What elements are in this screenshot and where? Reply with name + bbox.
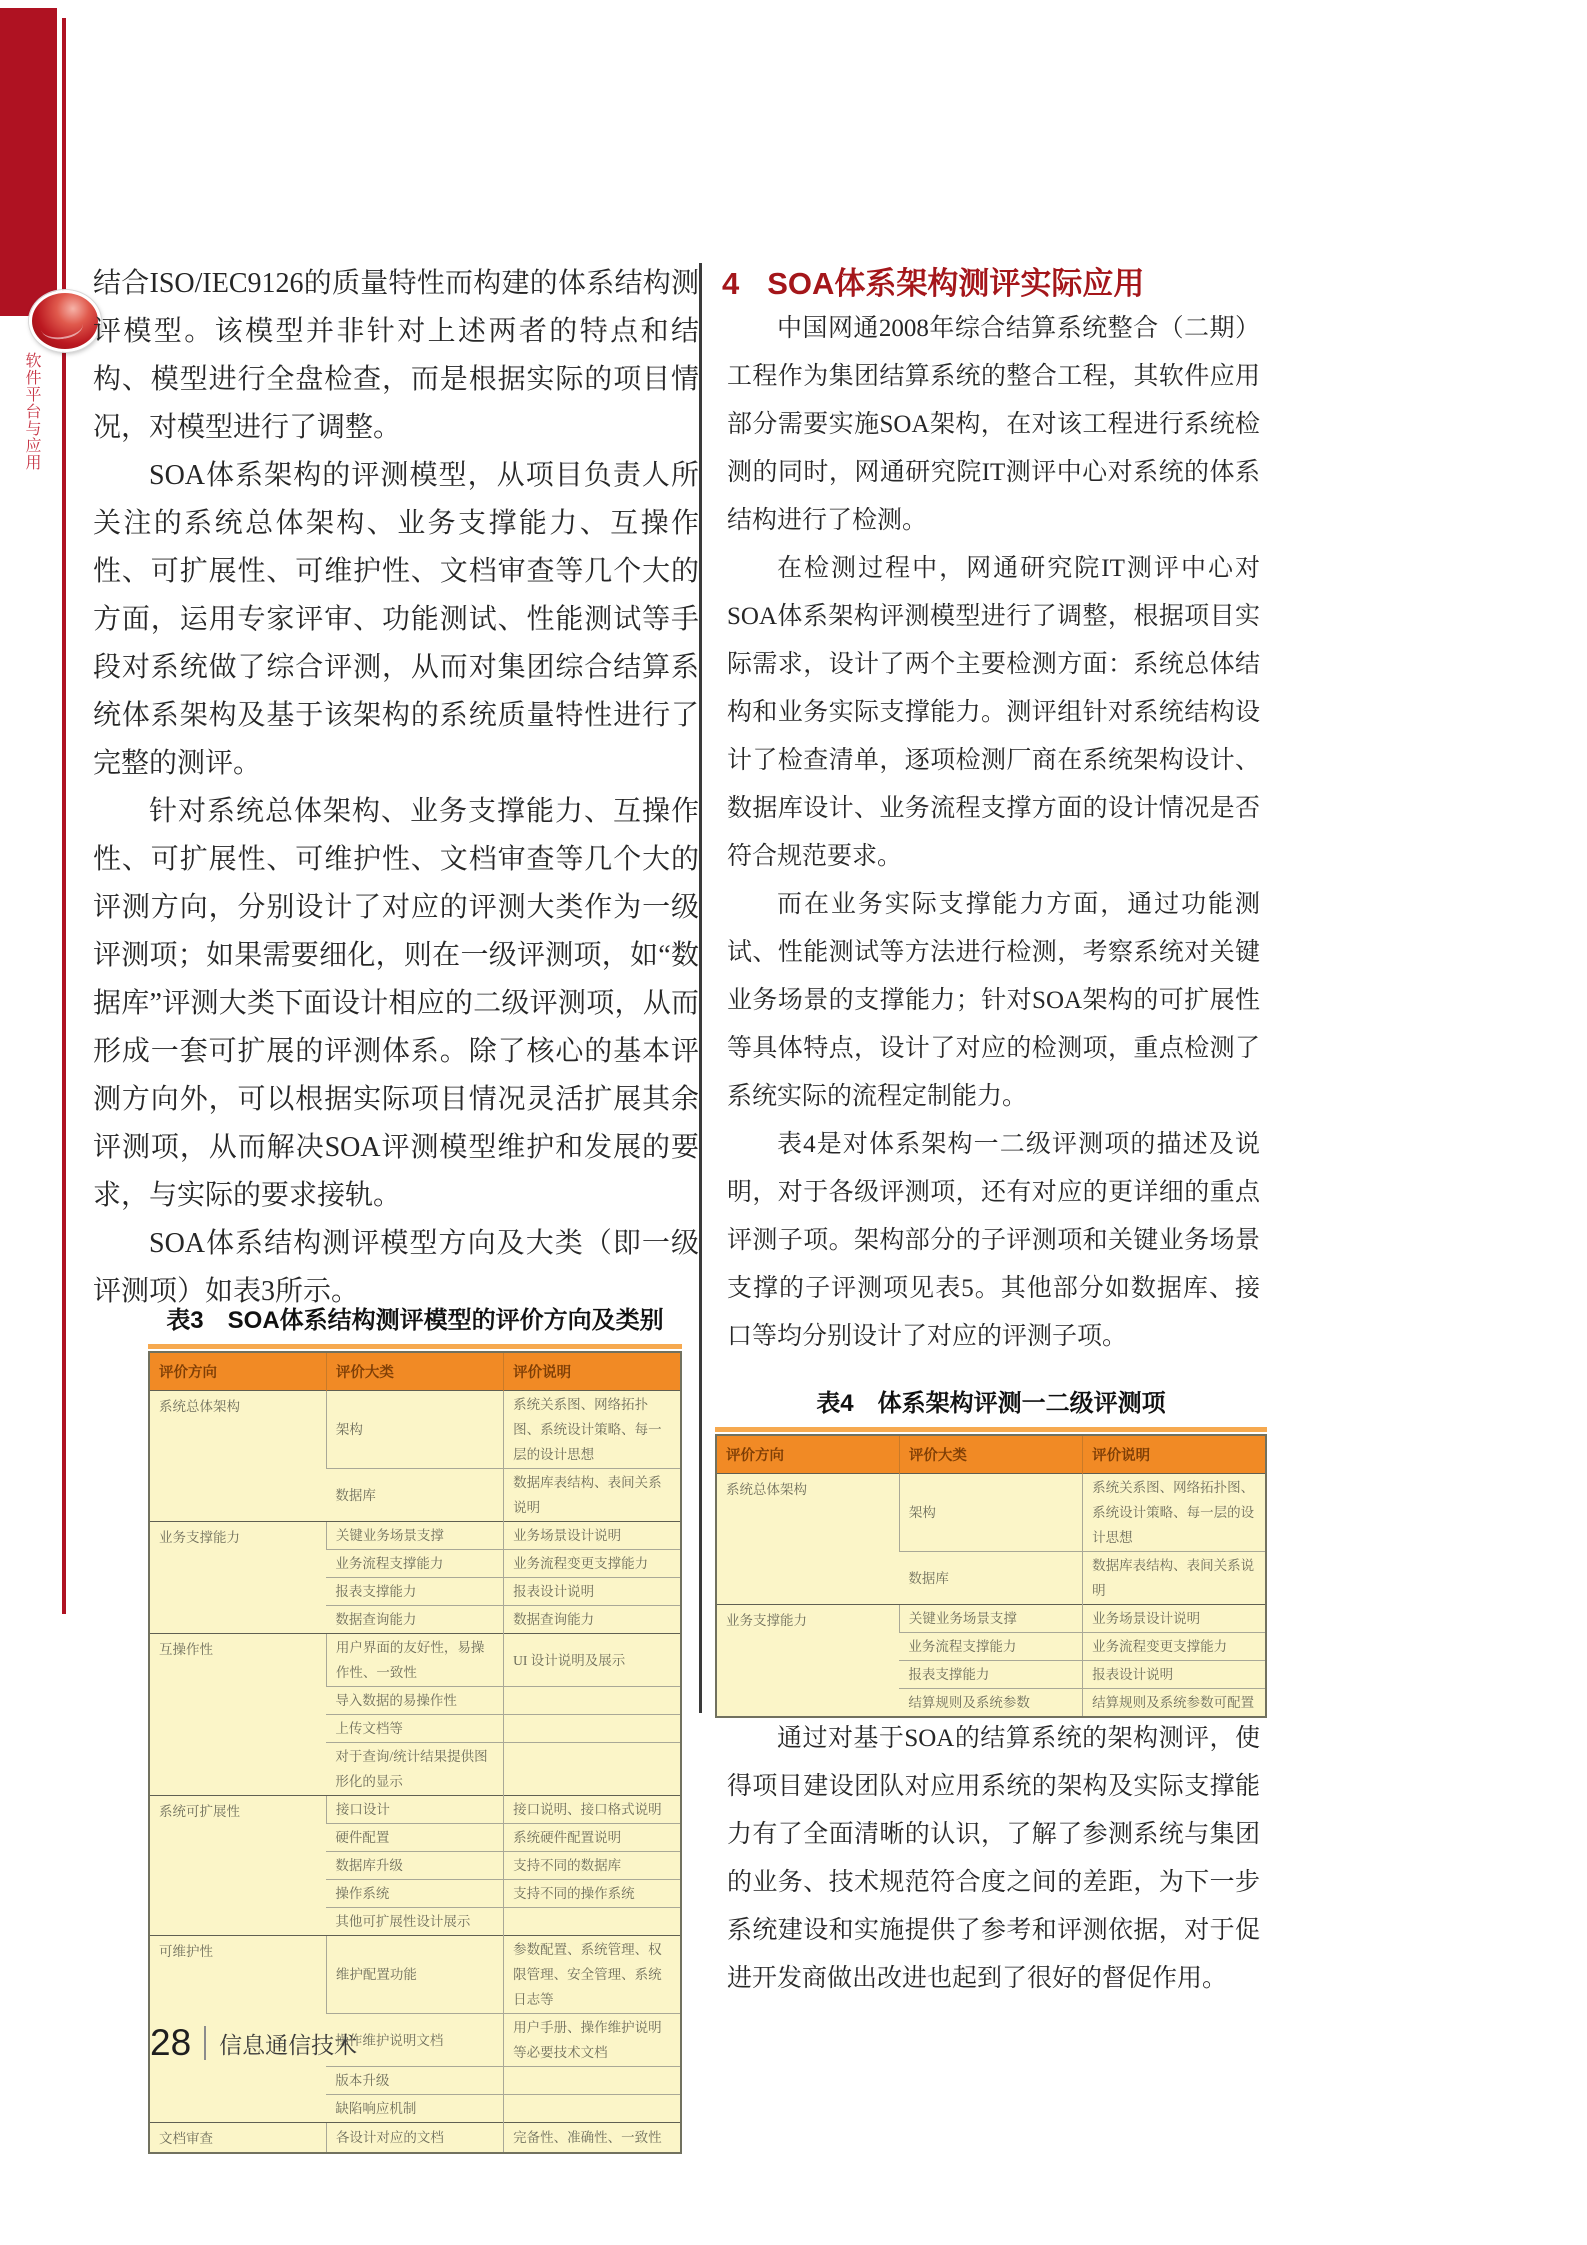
table-cell: 操作系统	[326, 1880, 503, 1908]
direction-cell: 业务支撑能力	[149, 1522, 326, 1634]
table-row	[149, 1391, 681, 1469]
table-cell: 数据库升级	[326, 1852, 503, 1880]
table-cell: 业务流程变更支撑能力	[504, 1550, 681, 1578]
table-cell: 数据查询能力	[504, 1606, 681, 1634]
table-row	[149, 1796, 681, 1824]
table-cell: 架构	[899, 1474, 1082, 1552]
table-cell: 报表设计说明	[1083, 1661, 1266, 1689]
table-cell: 缺陷响应机制	[326, 2095, 503, 2123]
table3-top-strip	[148, 1344, 682, 1349]
table-cell: 系统关系图、网络拓扑图、系统设计策略、每一层的设计思想	[504, 1391, 681, 1469]
table-cell: 业务流程支撑能力	[326, 1550, 503, 1578]
table-cell: 用户界面的友好性，易操作性、一致性	[326, 1634, 503, 1687]
table-cell: 数据库	[899, 1552, 1082, 1605]
table-cell	[504, 1908, 681, 1936]
table3-title: 表3 SOA体系结构测评模型的评价方向及类别	[166, 1307, 664, 1334]
table-cell: 报表支撑能力	[326, 1578, 503, 1606]
table-cell: 维护配置功能	[326, 1936, 503, 2014]
table-row	[716, 1605, 1266, 1633]
table-cell: 系统硬件配置说明	[504, 1824, 681, 1852]
paragraph: SOA体系结构测评模型方向及大类（即一级评测项）如表3所示。	[93, 1228, 699, 1307]
table-cell: 完备性、准确性、一致性	[504, 2123, 681, 2154]
paragraph: 通过对基于SOA的结算系统的架构测评，使得项目建设团队对应用系统的架构及实际支撑能力有了全面清晰的认识，了解了参测系统与集团的业务、技术规范符合度之间的差距，为下一步系统建设和实施提供了参考和评测依据，对于促进开发商做出改进也起到了很好的督促作用。	[727, 1725, 1260, 1992]
table-cell: 支持不同的操作系统	[504, 1880, 681, 1908]
table-cell: 接口说明、接口格式说明	[504, 1796, 681, 1824]
table-cell: 系统关系图、网络拓扑图、系统设计策略、每一层的设计思想	[1083, 1474, 1266, 1552]
column-header: 评价说明	[1083, 1435, 1266, 1474]
sidebar-section-label: 软件平台与应用	[23, 352, 40, 471]
table-cell: 用户手册、操作维护说明等必要技术文档	[504, 2014, 681, 2067]
paragraph: 针对系统总体架构、业务支撑能力、互操作性、可扩展性、可维护性、文档审查等几个大的评测方向，分别设计了对应的评测大类作为一级评测项；如果需要细化，则在一级评测项，如“数据库”评测大类下面设计相应的二级评测项，从而形成一套可扩展的评测体系。除了核心的基本评测方向外，可以根据实际项目情况灵活扩展其余评测项，从而解决SOA评测模型维护和发展的要求，与实际的要求接轨。	[93, 796, 699, 1211]
page-number: 28	[150, 2022, 192, 2063]
table-cell: 业务场景设计说明	[1083, 1605, 1266, 1633]
table-cell	[504, 1687, 681, 1715]
left-column-text	[93, 260, 699, 1316]
section-title: SOA体系架构测评实际应用	[767, 266, 1145, 301]
table-row	[149, 2123, 681, 2154]
table-cell: 结算规则及系统参数	[899, 1689, 1082, 1718]
direction-cell: 业务支撑能力	[716, 1605, 899, 1718]
table-row	[149, 1522, 681, 1550]
table4-section	[715, 1383, 1267, 1718]
table-cell: 导入数据的易操作性	[326, 1687, 503, 1715]
table-cell	[504, 2067, 681, 2095]
table-cell: 业务场景设计说明	[504, 1522, 681, 1550]
section-heading	[722, 258, 1144, 303]
table-cell	[504, 1715, 681, 1743]
table4	[715, 1434, 1267, 1718]
table4-top-strip	[715, 1427, 1267, 1432]
table-cell: 关键业务场景支撑	[899, 1605, 1082, 1633]
table-cell: 版本升级	[326, 2067, 503, 2095]
table-cell: 数据库	[326, 1469, 503, 1522]
red-sidebar-block	[0, 8, 57, 316]
direction-cell: 系统总体架构	[149, 1391, 326, 1522]
table-cell: 其他可扩展性设计展示	[326, 1908, 503, 1936]
footer-divider	[204, 2026, 206, 2060]
table4-title: 表4 体系架构评测一二级评测项	[816, 1390, 1166, 1417]
paragraph: 结合ISO/IEC9126的质量特性而构建的体系结构测评模型。该模型并非针对上述两者的特点和结构、模型进行全盘检查，而是根据实际的项目情况，对模型进行了调整。	[93, 268, 699, 443]
table-cell: 业务流程变更支撑能力	[1083, 1633, 1266, 1661]
column-header: 评价方向	[716, 1435, 899, 1474]
table-row	[149, 1936, 681, 2014]
table-cell: 结算规则及系统参数可配置	[1083, 1689, 1266, 1718]
column-header: 评价方向	[149, 1352, 326, 1391]
table-cell: 报表支撑能力	[899, 1661, 1082, 1689]
direction-cell: 互操作性	[149, 1634, 326, 1796]
column-header: 评价说明	[504, 1352, 681, 1391]
table-row	[149, 1634, 681, 1687]
paragraph: 而在业务实际支撑能力方面，通过功能测试、性能测试等方法进行检测，考察系统对关键业务场景的支撑能力；针对SOA架构的可扩展性等具体特点，设计了对应的检测项，重点检测了系统实际的流程定制能力。	[727, 891, 1260, 1110]
table-cell: 上传文档等	[326, 1715, 503, 1743]
column-header: 评价大类	[899, 1435, 1082, 1474]
journal-logo	[29, 290, 101, 352]
column-header: 评价大类	[326, 1352, 503, 1391]
table-cell: 各设计对应的文档	[326, 2123, 503, 2154]
table-row	[716, 1474, 1266, 1552]
paragraph: 在检测过程中，网通研究院IT测评中心对SOA体系架构评测模型进行了调整，根据项目实际需求，设计了两个主要检测方面：系统总体结构和业务实际支撑能力。测评组针对系统结构设计了检查清单，逐项检测厂商在系统架构设计、数据库设计、业务流程支撑方面的设计情况是否符合规范要求。	[727, 555, 1260, 870]
table-cell: 操作维护说明文档	[326, 2014, 503, 2067]
table-header-row	[716, 1435, 1266, 1474]
table-cell: 数据库表结构、表间关系说明	[504, 1469, 681, 1522]
table-cell	[504, 2095, 681, 2123]
column-divider	[699, 263, 702, 1713]
table-cell: 接口设计	[326, 1796, 503, 1824]
red-vertical-rule	[62, 18, 66, 1614]
table-cell: 对于查询/统计结果提供图形化的显示	[326, 1743, 503, 1796]
direction-cell: 文档审查	[149, 2123, 326, 2154]
direction-cell: 系统可扩展性	[149, 1796, 326, 1936]
section-number: 4	[722, 266, 740, 301]
table-cell: 数据库表结构、表间关系说明	[1083, 1552, 1266, 1605]
table-cell: 报表设计说明	[504, 1578, 681, 1606]
paragraph: 中国网通2008年综合结算系统整合（二期）工程作为集团结算系统的整合工程，其软件应用部分需要实施SOA架构，在对该工程进行系统检测的同时，网通研究院IT测评中心对系统的体系结构进行了检测。	[727, 315, 1260, 534]
right-column-text	[727, 305, 1260, 1361]
paragraph: 表4是对体系架构一二级评测项的描述及说明，对于各级评测项，还有对应的更详细的重点评测子项。架构部分的子评测项和关键业务场景支撑的子评测项见表5。其他部分如数据库、接口等均分别设计了对应的评测子项。	[727, 1131, 1260, 1350]
table-cell: 数据查询能力	[326, 1606, 503, 1634]
page-footer	[150, 2022, 357, 2064]
closing-paragraph-block	[727, 1715, 1260, 2003]
table-cell: 参数配置、系统管理、权限管理、安全管理、系统日志等	[504, 1936, 681, 2014]
table-cell: 硬件配置	[326, 1824, 503, 1852]
paragraph: SOA体系架构的评测模型，从项目负责人所关注的系统总体架构、业务支撑能力、互操作性、可扩展性、可维护性、文档审查等几个大的方面，运用专家评审、功能测试、性能测试等手段对系统做了综合评测，从而对集团综合结算系统体系架构及基于该架构的系统质量特性进行了完整的测评。	[93, 460, 699, 779]
table-cell: 架构	[326, 1391, 503, 1469]
table-cell: UI 设计说明及展示	[504, 1634, 681, 1687]
journal-name: 信息通信技术	[219, 2032, 358, 2058]
table-cell: 支持不同的数据库	[504, 1852, 681, 1880]
direction-cell: 系统总体架构	[716, 1474, 899, 1605]
table-cell: 业务流程支撑能力	[899, 1633, 1082, 1661]
table-header-row	[149, 1352, 681, 1391]
table-cell	[504, 1743, 681, 1796]
direction-cell: 可维护性	[149, 1936, 326, 2123]
table-cell: 关键业务场景支撑	[326, 1522, 503, 1550]
